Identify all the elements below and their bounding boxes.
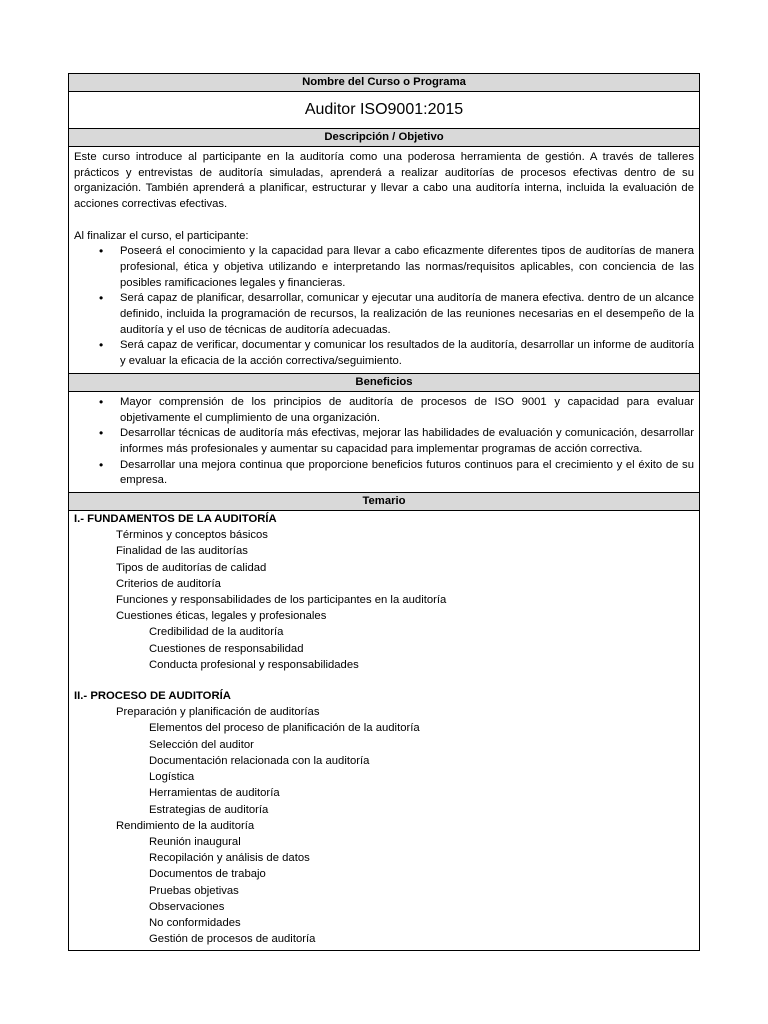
list-item: • Poseerá el conocimiento y la capacidad para llevar a cabo eficazmente diferentes tipos de auditorías de manera profesional, ética y objetiva utilizando e interpretando las normas/requisitos aplicables, con conciencia de las posibles ramificaciones legales y financieras. <box>120 244 694 291</box>
subtopic-item: Estrategias de auditoría <box>149 803 269 816</box>
course-document <box>68 73 700 951</box>
subtopic-item: Recopilación y análisis de datos <box>149 852 310 865</box>
topic-item: Cuestiones éticas, legales y profesionales <box>116 610 327 623</box>
subtopic-item: Documentos de trabajo <box>149 868 266 881</box>
section-title: II.- PROCESO DE AUDITORÍA <box>74 690 231 703</box>
subtopic-item: Documentación relacionada con la auditoría <box>149 754 370 767</box>
list-item: • Será capaz de planificar, desarrollar, comunicar y ejecutar una auditoría de manera efectiva. dentro de un alcance definido, incluida la programación de recursos, la realización de las reuniones necesarias en el desempeño de la auditoría y el uso de técnicas de auditoría adecuadas. <box>120 291 694 338</box>
course-name-header: Nombre del Curso o Programa <box>69 74 699 92</box>
subtopic-item: No conformidades <box>149 916 241 929</box>
syllabus-cell <box>69 511 699 950</box>
topic-item: Criterios de auditoría <box>116 577 221 590</box>
list-item: • Desarrollar técnicas de auditoría más efectivas, mejorar las habilidades de evaluación y comunicación, desarrollar informes más profesionales y aumentar su capacidad para implementar programas de acción correctiva. <box>120 426 694 457</box>
benefits-header: Beneficios <box>69 374 699 392</box>
list-item: • Mayor comprensión de los principios de auditoría de procesos de ISO 9001 y capacidad para evaluar objetivamente el cumplimiento de una organización. <box>120 395 694 426</box>
description-intro: Este curso introduce al participante en la auditoría como una poderosa herramienta de gestión. A través de talleres prácticos y entrevistas de auditoría simuladas, aprenderá a realizar auditorías de procesos efectivas dentro de su organización. También aprenderá a planificar, estructurar y llevar a cabo una auditoría interna, incluida la evaluación de acciones correctivas efectivas. <box>74 151 694 211</box>
subtopic-item: Selección del auditor <box>149 738 254 751</box>
course-title: Auditor ISO9001:2015 <box>69 92 699 129</box>
topic-item: Finalidad de las auditorías <box>116 545 248 558</box>
topic-item: Funciones y responsabilidades de los participantes en la auditoría <box>116 594 447 607</box>
subtopic-item: Pruebas objetivas <box>149 884 239 897</box>
benefits-cell <box>69 392 699 493</box>
topic-item: Preparación y planificación de auditorías <box>116 706 320 719</box>
subtopic-item: Logística <box>149 771 195 784</box>
subtopic-item: Credibilidad de la auditoría <box>149 626 284 639</box>
topic-item: Rendimiento de la auditoría <box>116 819 255 832</box>
list-item: • Desarrollar una mejora continua que proporcione beneficios futuros continuos para el crecimiento y el éxito de su empresa. <box>120 458 694 489</box>
syllabus-header: Temario <box>69 493 699 511</box>
section-title: I.- FUNDAMENTOS DE LA AUDITORÍA <box>74 513 277 526</box>
subtopic-item: Reunión inaugural <box>149 835 241 848</box>
list-item: • Será capaz de verificar, documentar y comunicar los resultados de la auditoría, desarrollar un informe de auditoría y evaluar la eficacia de la acción correctiva/seguimiento. <box>120 338 694 369</box>
description-cell <box>69 147 699 374</box>
benefits-list <box>74 395 694 489</box>
outcomes-lead: Al finalizar el curso, el participante: <box>74 229 249 242</box>
subtopic-item: Observaciones <box>149 900 225 913</box>
subtopic-item: Cuestiones de responsabilidad <box>149 642 304 655</box>
subtopic-item: Gestión de procesos de auditoría <box>149 933 316 946</box>
outcomes-list <box>74 244 694 370</box>
description-header: Descripción / Objetivo <box>69 129 699 147</box>
subtopic-item: Elementos del proceso de planificación de la auditoría <box>149 722 420 735</box>
topic-item: Términos y conceptos básicos <box>116 529 268 542</box>
subtopic-item: Conducta profesional y responsabilidades <box>149 658 359 671</box>
subtopic-item: Herramientas de auditoría <box>149 787 280 800</box>
topic-item: Tipos de auditorías de calidad <box>116 561 267 574</box>
